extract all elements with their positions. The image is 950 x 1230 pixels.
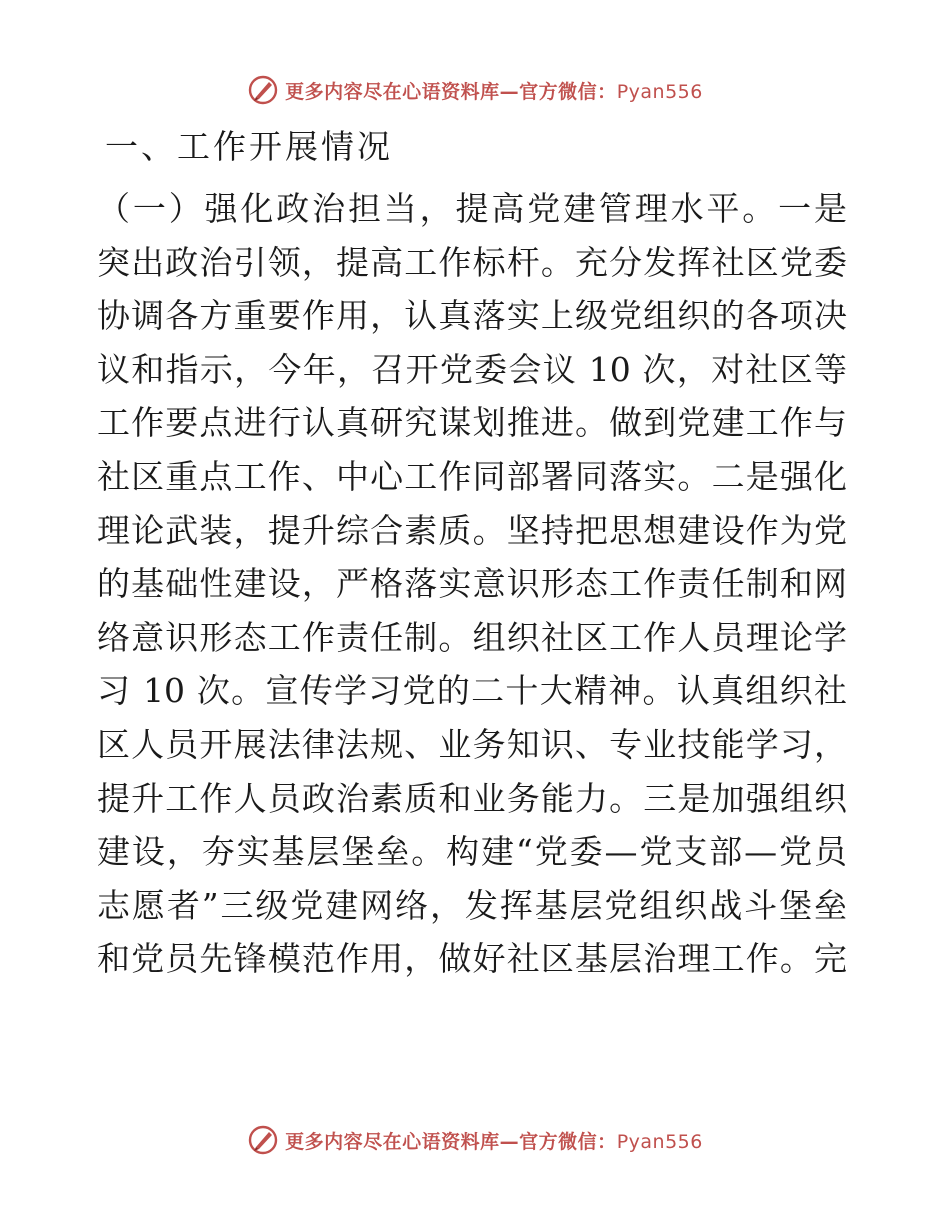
watermark-wechat-id: Pyan556 (616, 1130, 703, 1153)
paragraph-line: 理论武装，提升综合素质。坚持把思想建设作为党 (97, 510, 847, 550)
paragraph-line: 络意识形态工作责任制。组织社区工作人员理论学 (97, 617, 847, 657)
watermark-text (285, 1127, 703, 1154)
header-watermark (0, 70, 950, 110)
watermark-brand: 更多内容尽在心语资料库 (285, 1130, 500, 1153)
quill-pen-logo-icon (247, 1124, 279, 1156)
watermark-separator: — (499, 80, 520, 103)
paragraph-line: 提升工作人员政治素质和业务能力。三是加强组织 (97, 778, 847, 818)
watermark-official-label: 官方微信： (519, 1130, 617, 1153)
paragraph-line: 突出政治引领，提高工作标杆。充分发挥社区党委 (97, 242, 847, 282)
watermark-brand: 更多内容尽在心语资料库 (285, 80, 500, 103)
paragraph-line: （一）强化政治担当，提高党建管理水平。一是 (97, 189, 847, 228)
paragraph-line: 和党员先锋模范作用，做好社区基层治理工作。完 (97, 939, 847, 979)
paragraph-line: 志愿者”三级党建网络，发挥基层党组织战斗堡垒 (97, 885, 847, 925)
paragraph-line: 的基础性建设，严格落实意识形态工作责任制和网 (97, 564, 847, 604)
paragraph-line: 区人员开展法律法规、业务知识、专业技能学习， (97, 724, 847, 764)
paragraph-line: 社区重点工作、中心工作同部署同落实。二是强化 (97, 456, 847, 496)
document-body (97, 124, 853, 986)
section-heading: 一、工作开展情况 (105, 127, 393, 166)
paragraph-line: 协调各方重要作用，认真落实上级党组织的各项决 (97, 296, 847, 336)
paragraph-line: 议和指示，今年，召开党委会议 10 次，对社区等 (97, 349, 847, 389)
paragraph-line: 工作要点进行认真研究谋划推进。做到党建工作与 (97, 403, 847, 443)
watermark-official-label: 官方微信： (519, 80, 617, 103)
quill-pen-logo-icon (247, 74, 279, 106)
paragraph-line: 建设，夯实基层堡垒。构建“党委—党支部—党员 (97, 832, 847, 872)
watermark-separator: — (499, 1130, 520, 1153)
paragraph-line: 习 10 次。宣传学习党的二十大精神。认真组织社 (97, 671, 847, 711)
watermark-wechat-id: Pyan556 (616, 80, 703, 103)
footer-watermark (0, 1120, 950, 1160)
watermark-text (285, 77, 703, 104)
